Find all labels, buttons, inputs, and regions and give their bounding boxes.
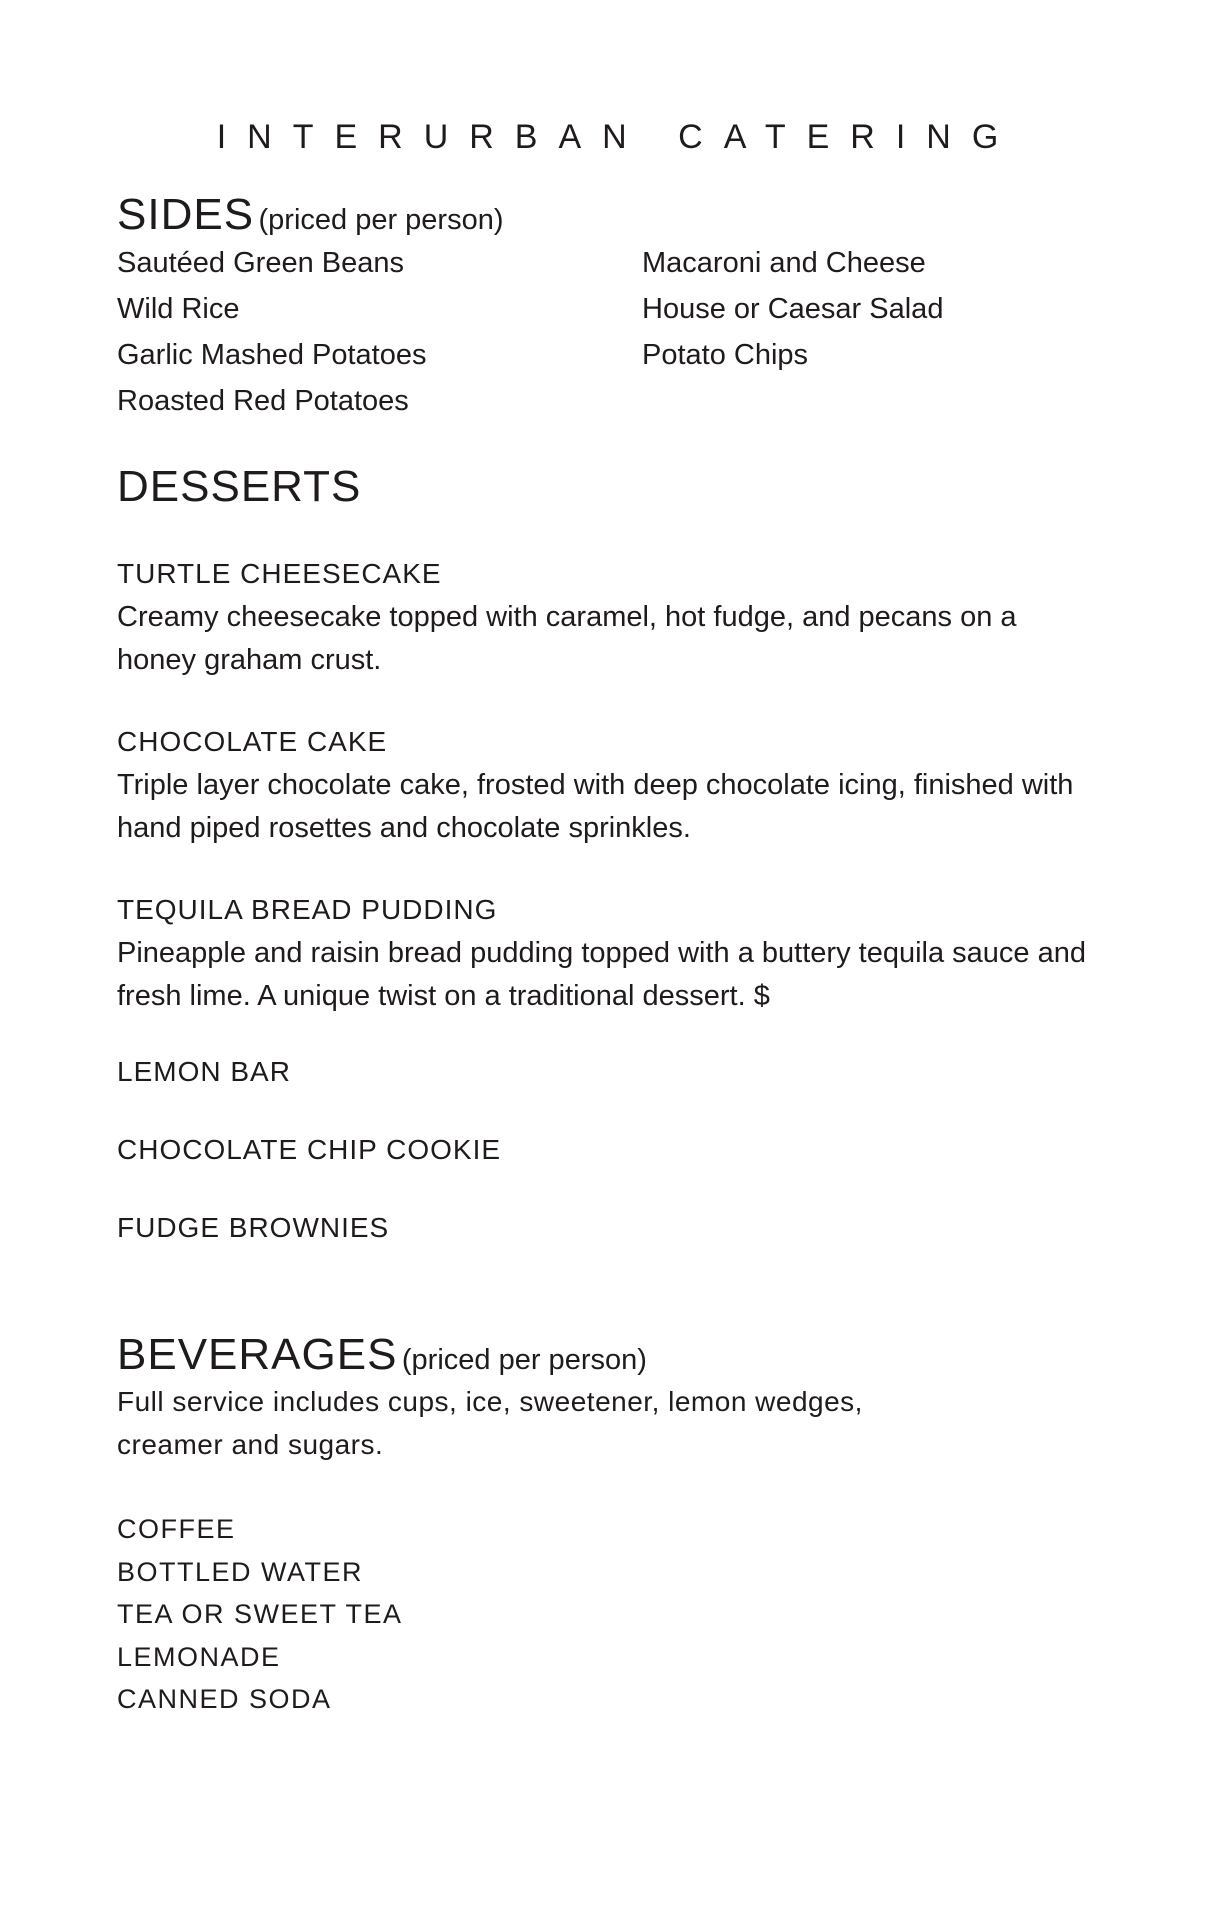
- dessert-name: CHOCOLATE CAKE: [117, 726, 388, 757]
- list-item: House or Caesar Salad: [642, 293, 944, 325]
- dessert-description: Creamy cheesecake topped with caramel, hot fudge, and pecans on a honey graham crust.: [117, 601, 1017, 676]
- dessert-name: TEQUILA BREAD PUDDING: [117, 894, 498, 925]
- company-title: INTERURBAN CATERING: [216, 118, 1020, 156]
- beverages-header: [117, 1330, 647, 1380]
- list-item: COFFEE: [117, 1514, 236, 1544]
- dessert-name: FUDGE BROWNIES: [117, 1212, 390, 1243]
- list-item: Macaroni and Cheese: [642, 247, 926, 279]
- dessert-name: CHOCOLATE CHIP COOKIE: [117, 1134, 502, 1165]
- beverages-heading: BEVERAGES: [117, 1330, 398, 1379]
- sides-heading: SIDES: [117, 190, 255, 239]
- desserts-heading: DESSERTS: [117, 462, 362, 511]
- beverages-description: Full service includes cups, ice, sweetener, lemon wedges, creamer and sugars.: [117, 1386, 863, 1460]
- list-item: TEA OR SWEET TEA: [117, 1599, 403, 1629]
- sides-right-list: [642, 240, 943, 378]
- list-item: LEMONADE: [117, 1641, 281, 1672]
- list-item: Wild Rice: [117, 293, 240, 325]
- list-item: Potato Chips: [642, 339, 809, 371]
- beverages-list: [117, 1508, 403, 1721]
- list-item: Garlic Mashed Potatoes: [117, 339, 427, 371]
- list-item: Roasted Red Potatoes: [117, 385, 409, 417]
- sides-left-list: [117, 240, 426, 424]
- list-item: BOTTLED WATER: [117, 1556, 364, 1587]
- beverages-price-note: (priced per person): [401, 1344, 647, 1376]
- dessert-description: Pineapple and raisin bread pudding topped with a buttery tequila sauce and fresh lime. A unique twist on a traditional dessert. $: [117, 937, 1086, 1012]
- list-item: CANNED SODA: [117, 1684, 332, 1714]
- dessert-description: Triple layer chocolate cake, frosted with deep chocolate icing, finished with hand piped rosettes and chocolate sprinkles.: [117, 769, 1074, 844]
- dessert-name: TURTLE CHEESECAKE: [117, 558, 442, 589]
- list-item: Sautéed Green Beans: [117, 247, 404, 279]
- sides-header: [117, 190, 504, 240]
- sides-price-note: (priced per person): [258, 204, 504, 236]
- dessert-name: LEMON BAR: [117, 1056, 291, 1087]
